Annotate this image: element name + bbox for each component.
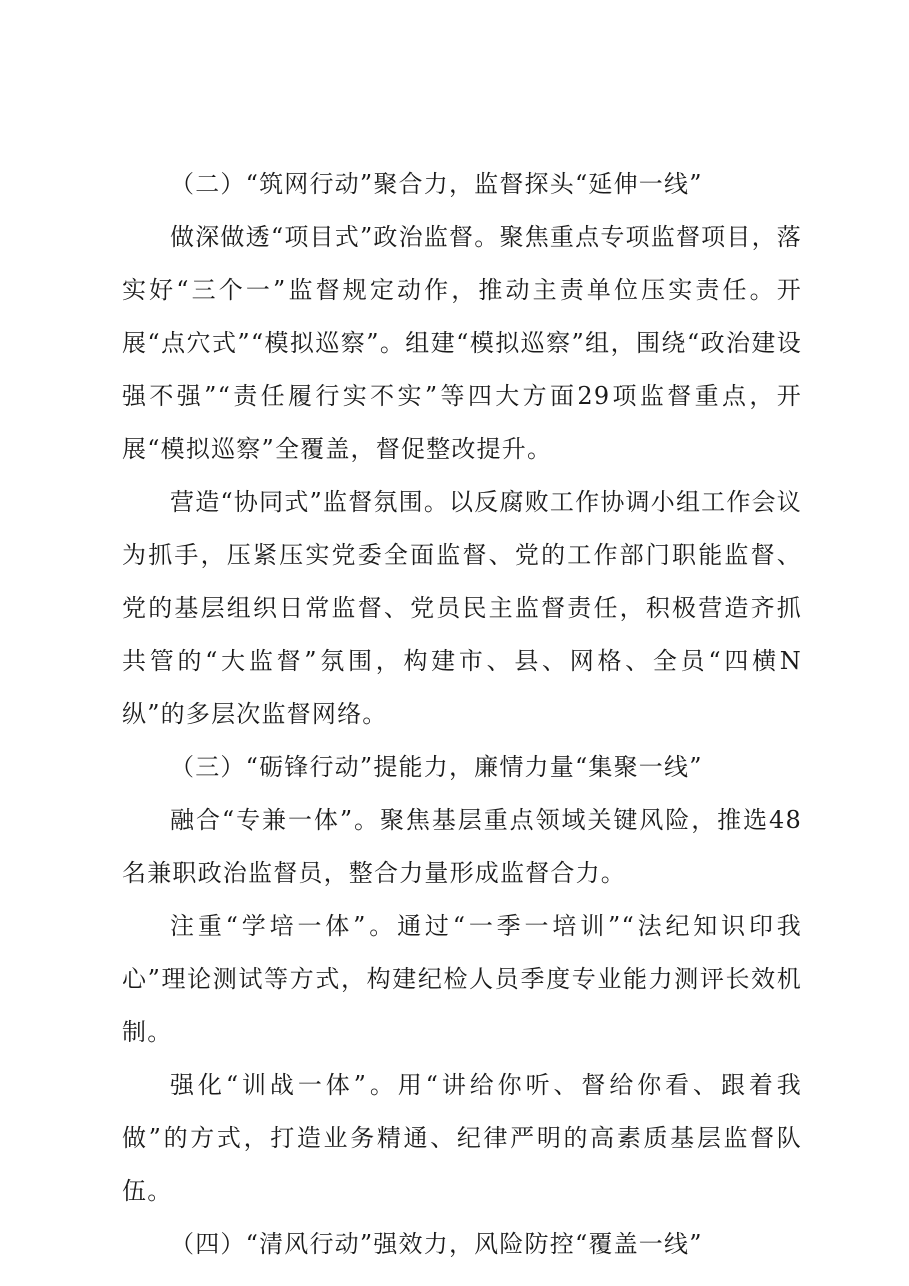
section-heading-2: （二）“筑网行动”聚合力，监督探头“延伸一线” <box>170 170 703 198</box>
paragraph-practice: 强化“训战一体”。用“讲给你听、督给你看、跟着我做”的方式，打造业务精通、纪律严明的高素质基层监督队伍。 <box>122 1071 802 1205</box>
section-heading-3: （三）“砺锋行动”提能力，廉情力量“集聚一线” <box>170 753 703 781</box>
paragraph-collaborative-supervision: 营造“协同式”监督氛围。以反腐败工作协调小组工作会议为抓手，压紧压实党委全面监督、党的工作部门职能监督、党的基层组织日常监督、党员民主监督责任，积极营造齐抓共管的“大监督”氛围，构建市、县、网格、全员“四横N纵”的多层次监督网络。 <box>122 488 802 728</box>
section-heading-4: （四）“清风行动”强效力，风险防控“覆盖一线” <box>170 1230 703 1258</box>
paragraph-project-supervision: 做深做透“项目式”政治监督。聚焦重点专项监督项目，落实好“三个一”监督规定动作，推动主责单位压实责任。开展“点穴式”“模拟巡察”。组建“模拟巡察”组，围绕“政治建设强不强”“责任履行实不实”等四大方面29项监督重点，开展“模拟巡察”全覆盖，督促整改提升。 <box>122 223 802 463</box>
paragraph-training: 注重“学培一体”。通过“一季一培训”“法纪知识印我心”理论测试等方式，构建纪检人员季度专业能力测评长效机制。 <box>122 912 802 1046</box>
document-body <box>122 158 802 1271</box>
paragraph-integration: 融合“专兼一体”。聚焦基层重点领域关键风险，推选48名兼职政治监督员，整合力量形成监督合力。 <box>122 806 802 887</box>
